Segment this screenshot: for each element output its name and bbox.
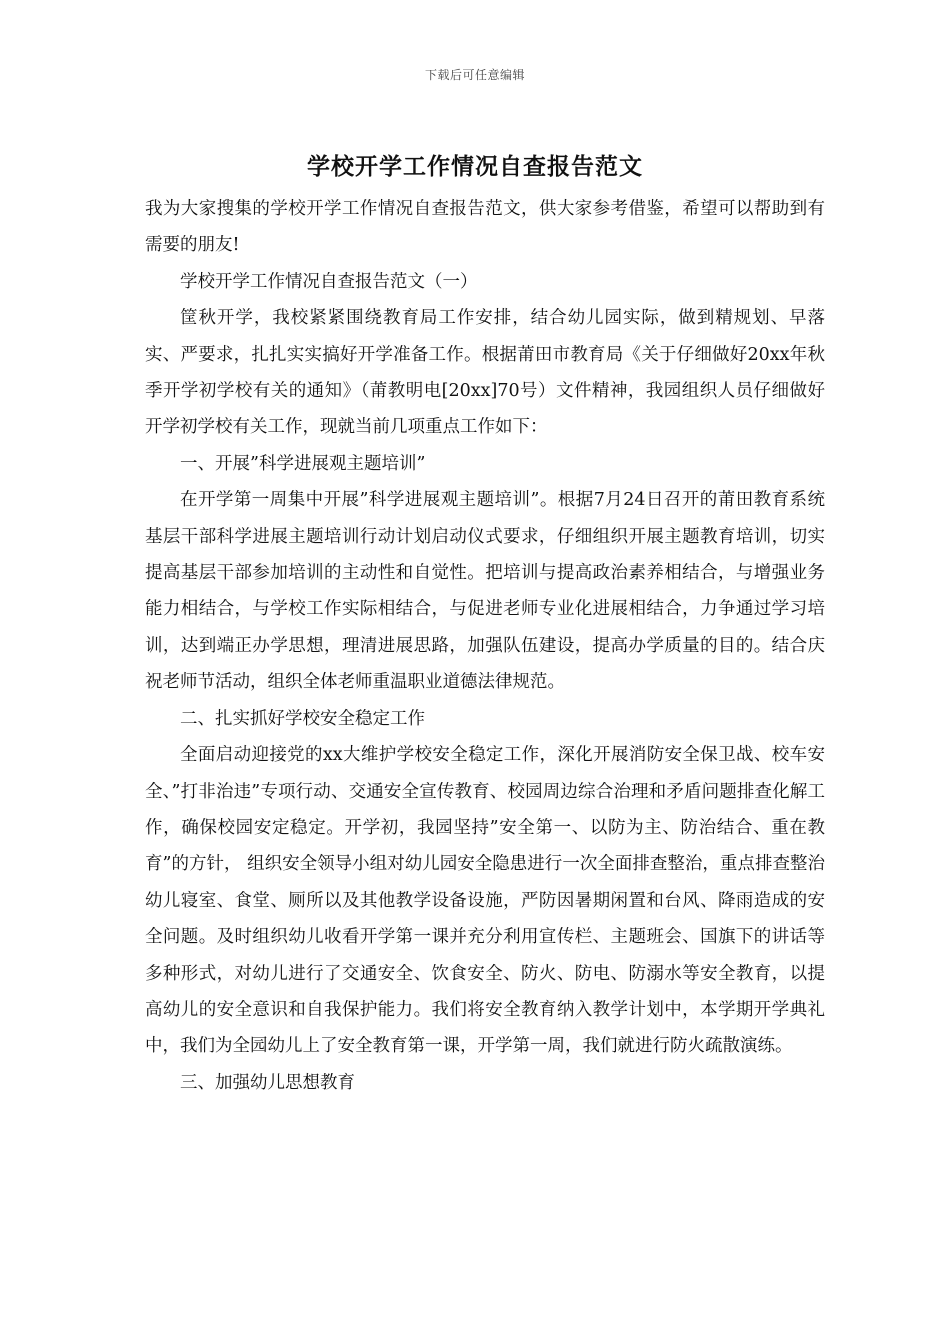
body-paragraph-2: 在开学第一周集中开展”科学进展观主题培训”。根据7月24日召开的莆田教育系统基层干部科学进展主题培训行动计划启动仪式要求，仔细组织开展主题教育培训，切实提高基层干部参加培训的主动性和自觉性。把培训与提高政治素养相结合，与增强业务能力相结合，与学校工作实际相结合，与促进老师专业化进展相结合，力争通过学习培训，达到端正办学思想，理清进展思路，加强队伍建设，提高办学质量的目的。结合庆祝老师节活动，组织全体老师重温职业道德法律规范。: [145, 490, 825, 693]
page-title: 学校开学工作情况自查报告范文: [307, 153, 643, 180]
header-note: 下载后可任意编辑: [424, 68, 525, 82]
section-title: 学校开学工作情况自查报告范文（一）: [180, 271, 478, 292]
heading-2: 二、扎实抓好学校安全稳定工作: [180, 708, 425, 729]
document-body: [145, 191, 825, 1101]
body-paragraph-3: 全面启动迎接党的xx大维护学校安全稳定工作，深化开展消防安全保卫战、校车安全、”打非治违”专项行动、交通安全宣传教育、校园周边综合治理和矛盾问题排查化解工作，确保校园安定稳定。开学初，我园坚持”安全第一、以防为主、防治结合、重在教育”的方针， 组织安全领导小组对幼儿园安全隐患进行一次全面排查整治，重点排查整治幼儿寝室、食堂、厕所以及其他教学设备设施，严防因暑期闲置和台风、降雨造成的安全问题。及时组织幼儿收看开学第一课并充分利用宣传栏、主题班会、国旗下的讲话等多种形式，对幼儿进行了交通安全、饮食安全、防火、防电、防溺水等安全教育，以提高幼儿的安全意识和自我保护能力。我们将安全教育纳入教学计划中，本学期开学典礼中，我们为全园幼儿上了安全教育第一课，开学第一周，我们就进行防火疏散演练。: [145, 745, 825, 1057]
heading-3: 三、加强幼儿思想教育: [180, 1072, 355, 1093]
heading-1: 一、开展”科学进展观主题培训”: [180, 453, 426, 474]
intro-paragraph: 我为大家搜集的学校开学工作情况自查报告范文，供大家参考借鉴，希望可以帮助到有需要的朋友!: [145, 199, 825, 256]
body-paragraph-1: 筐秋开学，我校紧紧围绕教育局工作安排，结合幼儿园实际，做到精规划、早落实、严要求，扎扎实实搞好开学准备工作。根据莆田市教育局《关于仔细做好20xx年秋季开学初学校有关的通知》（莆教明电[20xx]70号）文件精神，我园组织人员仔细做好开学初学校有关工作，现就当前几项重点工作如下：: [145, 308, 825, 438]
